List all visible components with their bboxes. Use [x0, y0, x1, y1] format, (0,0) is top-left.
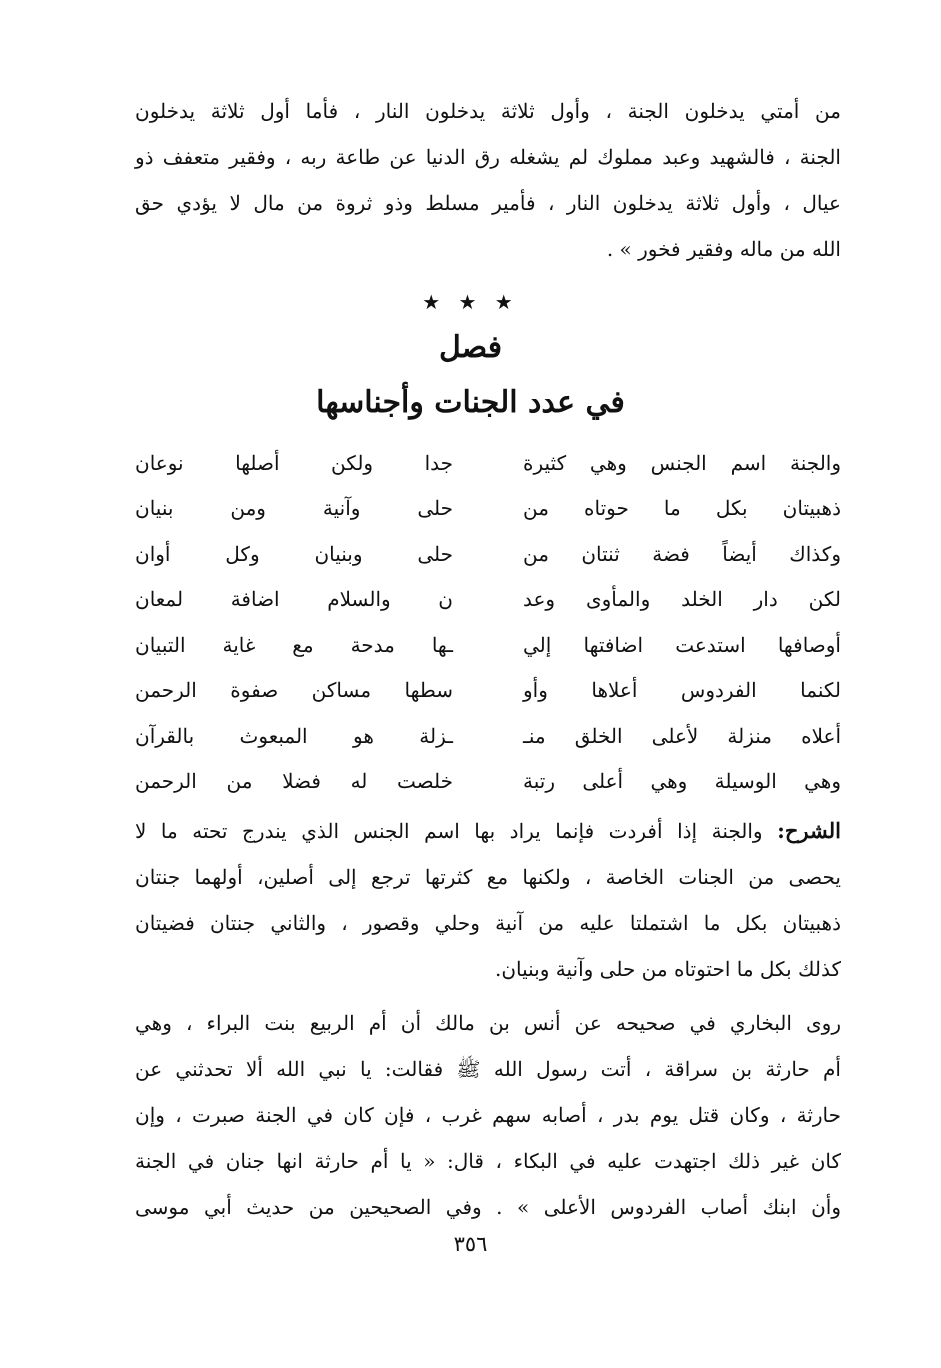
commentary-text: والجنة إذا أفردت فإنما يراد بها اسم الجنس الذي يندرج تحته ما لا [135, 819, 763, 843]
chapter-heading: فصل [438, 330, 503, 365]
text-line: الجنة ، فالشهيد وعبد مملوك لم يشغله رق الدنيا عن طاعة ربه ، وفقير متعفف ذو [135, 145, 841, 169]
verse-second-hemistich: ن والسلام اضافة لمعان [135, 587, 453, 612]
verse-second-hemistich: حلى وبنيان وكل أوان [135, 541, 453, 566]
commentary-paragraph [135, 808, 841, 992]
text-line [135, 808, 841, 854]
text-line: حارثة ، وكان قتل يوم بدر ، أصابه سهم غرب ، فإن كان في الجنة صبرت ، وإن [135, 1103, 841, 1127]
text-line: الله من ماله وفقير فخور » . [606, 237, 841, 261]
hadith-paragraph [135, 1000, 841, 1230]
poem-verse [135, 668, 841, 714]
chapter-subheading: في عدد الجنات وأجناسها [316, 385, 625, 420]
text-line: عيال ، وأول ثلاثة يدخلون النار ، فأمير مسلط وذو ثروة من مال لا يؤدي حق [135, 191, 841, 215]
verse-first-hemistich: وكذاك أيضاً فضة ثنتان من [523, 541, 841, 566]
text-line: ذهبيتان بكل ما اشتملتا عليه من آنية وحلي وقصور ، والثاني جنتان فضيتان [135, 911, 841, 935]
verse-second-hemistich: سطها مساكن صفوة الرحمن [135, 678, 453, 703]
verse-first-hemistich: أعلاه منزلة لأعلى الخلق منـ [523, 723, 841, 748]
text-line: كذلك بكل ما احتوتاه من حلى وآنية وبنيان. [494, 957, 841, 981]
poem-verse [135, 759, 841, 805]
verse-first-hemistich: أوصافها استدعت اضافتها إلي [523, 632, 841, 657]
poem-verse [135, 440, 841, 486]
commentary-label: الشرح: [777, 818, 841, 843]
verse-second-hemistich: ـزلة هو المبعوث بالقرآن [135, 723, 453, 748]
poem-verse [135, 486, 841, 532]
text-line: أم حارثة بن سراقة ، أتت رسول الله ﷺ فقالت: يا نبي الله ألا تحدثني عن [135, 1057, 841, 1081]
page-number: ٣٥٦ [453, 1232, 488, 1256]
poem-verse [135, 577, 841, 623]
text-line: كان غير ذلك اجتهدت عليه في البكاء ، قال: « يا أم حارثة انها جنان في الجنة [135, 1149, 841, 1173]
verse-second-hemistich: جدا ولكن أصلها نوعان [135, 450, 453, 475]
poem-verse [135, 531, 841, 577]
verse-second-hemistich: حلى وآنية ومن بنيان [135, 496, 453, 521]
verse-first-hemistich: ذهبيتان بكل ما حوتاه من [523, 496, 841, 521]
poem-verse [135, 713, 841, 759]
poem-block [135, 440, 841, 804]
text-line: من أمتي يدخلون الجنة ، وأول ثلاثة يدخلون النار ، فأما أول ثلاثة يدخلون [135, 99, 841, 123]
verse-second-hemistich: ـها مدحة مع غاية التبيان [135, 632, 453, 657]
text-line: روى البخاري في صحيحه عن أنس بن مالك أن أم الربيع بنت البراء ، وهي [135, 1011, 841, 1035]
verse-first-hemistich: لكن دار الخلد والمأوى وعد [523, 587, 841, 612]
verse-first-hemistich: وهي الوسيلة وهي أعلى رتبة [523, 769, 841, 794]
top-paragraph [135, 88, 841, 272]
verse-second-hemistich: خلصت له فضلا من الرحمن [135, 769, 453, 794]
text-line: وأن ابنك أصاب الفردوس الأعلى » . وفي الصحيحين من حديث أبي موسى [135, 1195, 841, 1219]
verse-first-hemistich: لكنما الفردوس أعلاها وأو [523, 678, 841, 703]
text-line: يحصى من الجنات الخاصة ، ولكنها مع كثرتها ترجع إلى أصلين، أولهما جنتان [135, 865, 841, 889]
section-ornament: ★ ★ ★ [422, 290, 519, 314]
verse-first-hemistich: والجنة اسم الجنس وهي كثيرة [523, 450, 841, 475]
poem-verse [135, 622, 841, 668]
